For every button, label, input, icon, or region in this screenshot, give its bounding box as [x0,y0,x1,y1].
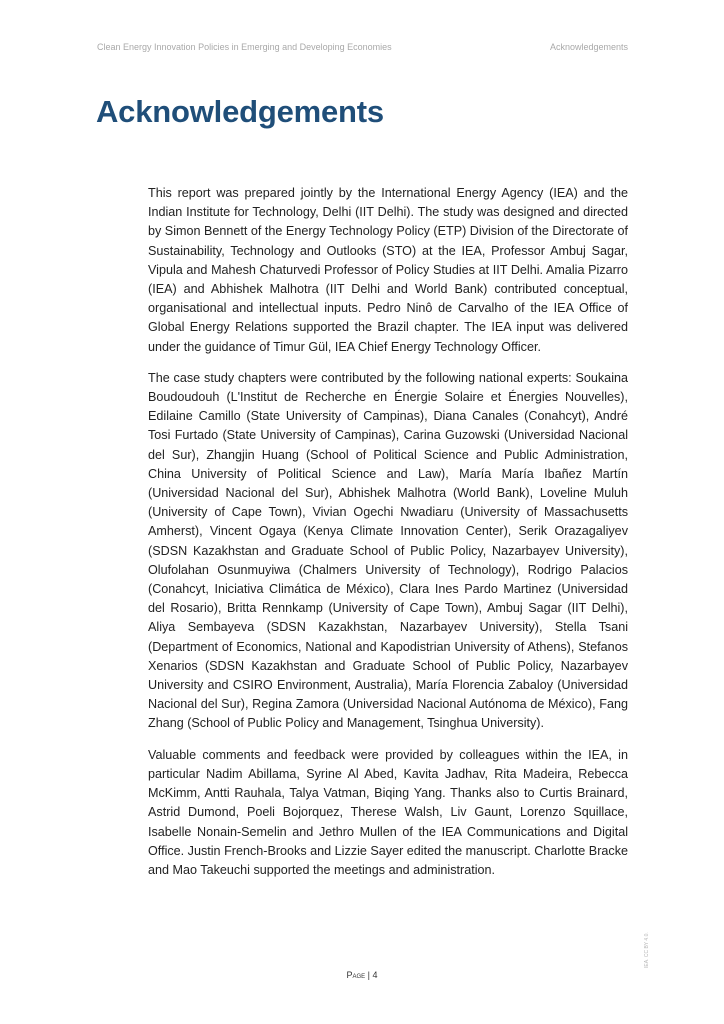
body-text [148,184,628,892]
header-report-title: Clean Energy Innovation Policies in Emerging and Developing Economies [97,42,392,52]
license-note: IEA. CC BY 4.0. [644,932,650,968]
page-separator: | [365,970,373,980]
page-label: Page [346,970,366,980]
page-number: 4 [372,970,378,980]
header-section-title: Acknowledgements [549,42,628,52]
running-header [97,42,628,56]
paragraph-3: Valuable comments and feedback were provided by colleagues within the IEA, in particular Nadim Abillama, Syrine Al Abed, Kavita Jadhav, Rita Madeira, Rebecca McKimm, Antti Rauhala, Talya Vatman, Biqing Yang. Thanks also to Curtis Brainard, Astrid Dumond, Poeli Bojorquez, Therese Walsh, Liv Gaunt, Lorenzo Squillace, Isabelle Nonain-Semelin and Jethro Mullen of the IEA Communications and Digital Office. Justin French-Brooks and Lizzie Sayer edited the manuscript. Charlotte Bracke and Mao Takeuchi supported the meetings and administration. [148,747,628,877]
page-title: Acknowledgements [96,94,384,129]
paragraph-1: This report was prepared jointly by the International Energy Agency (IEA) and the Indian Institute for Technology, Delhi (IIT Delhi). The study was designed and directed by Simon Bennett of the Energy Technology Policy (ETP) Division of the Directorate of Sustainability, Technology and Outlooks (STO) at the IEA, Professor Ambuj Sagar, Vipula and Mahesh Chaturvedi Professor of Policy Studies at IIT Delhi. Amalia Pizarro (IEA) and Abhishek Malhotra (IIT Delhi and World Bank) contributed conceptual, organisational and intellectual inputs. Pedro Ninô de Carvalho of the IEA Office of Global Energy Relations supported the Brazil chapter. The IEA input was delivered under the guidance of Timur Gül, IEA Chief Energy Technology Officer. [148,186,628,354]
paragraph-2: The case study chapters were contributed by the following national experts: Soukaina Boudoudouh (L'Institut de Recherche en Énergie Solaire et Énergies Nouvelles), Edilaine Camillo (State University of Campinas), Diana Canales (Conahcyt), André Tosi Furtado (State University of Campinas), Carina Guzowski (Universidad Nacional del Sur), Zhangjin Huang (School of Political Science and Public Administration, China University of Political Science and Law), María María Ibañez Martín (Universidad Nacional del Sur), Abhishek Malhotra (World Bank), Loveline Muluh (University of Cape Town), Vivian Ogechi Nwadiaru (University of Massachusetts Amherst), Vincent Ogaya (Kenya Climate Innovation Center), Serik Orazagaliyev (SDSN Kazakhstan and Graduate School of Public Policy, Nazarbayev University), Olufolahan Osunmuyiwa (Chalmers University of Technology), Rodrigo Palacios (Conahcyt, Iniciativa Climática de México), Clara Ines Pardo Martinez (Universidad del Rosario), Britta Rennkamp (University of Cape Town), Ambuj Sagar (IIT Delhi), Aliya Sembayeva (SDSN Kazakhstan, Nazarbayev University), Stella Tsani (Department of Economics, National and Kapodistrian University of Athens), Stefanos Xenarios (SDSN Kazakhstan and Graduate School of Public Policy, Nazarbayev University and CSIRO Environment, Australia), María Florencia Zabaloy (Universidad Nacional del Sur), Regina Zamora (Universidad Nacional Autónoma de México), Fang Zhang (School of Public Policy and Management, Tsinghua University). [148,370,628,731]
page-footer [0,970,724,980]
